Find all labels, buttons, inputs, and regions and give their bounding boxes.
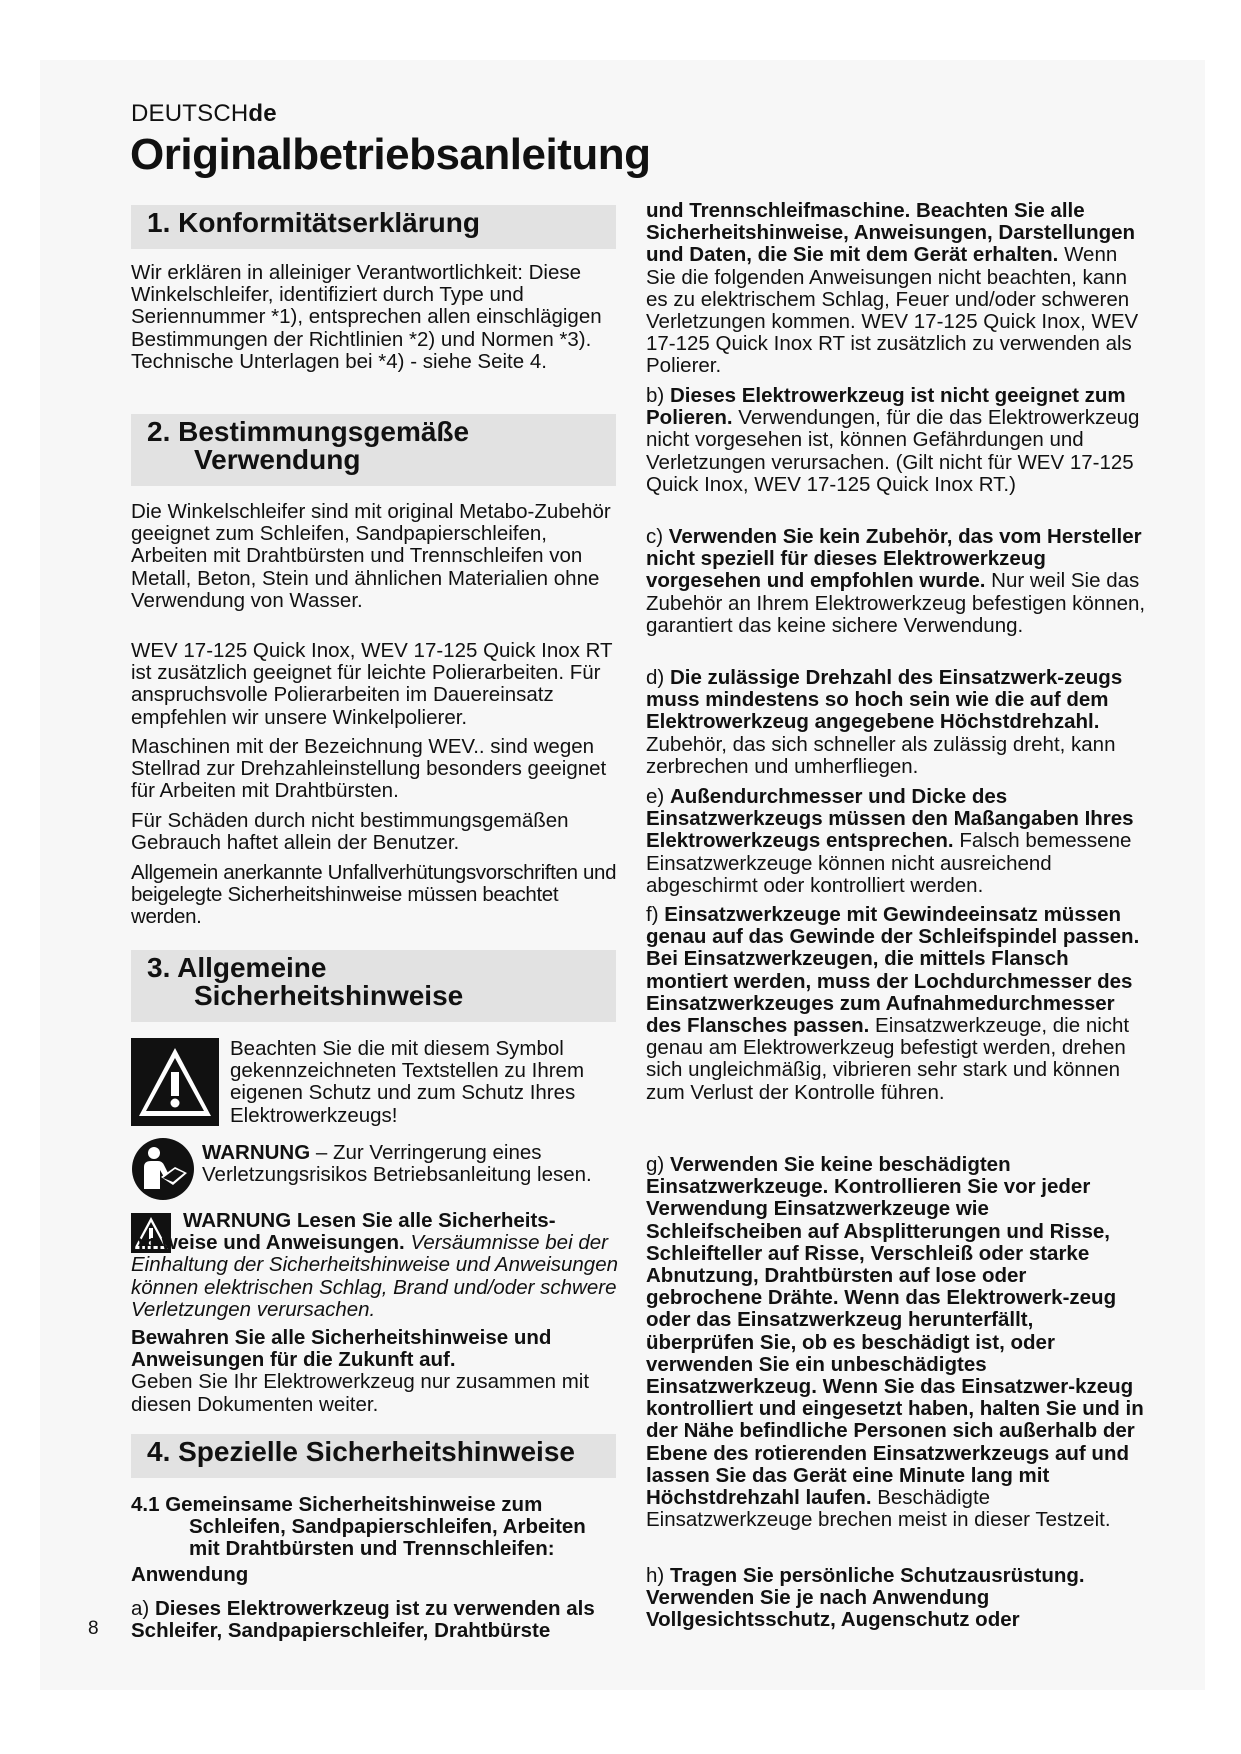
section-heading-1: 1. Konformitätserklärung [131,205,616,249]
section-heading-4: 4. Spezielle Sicherheitshinweise [131,1434,616,1478]
item-g: g) Verwenden Sie keine beschädigten Einsatzwerkzeuge. Kontrollieren Sie vor jeder Verwendung Einsatzwerkzeuge wie Schleifscheiben auf Absplitterungen und Risse, Schleifteller auf Risse, Verschleiß oder starke Abnutzung, Drahtbürsten auf lose oder gebrochene Drähte. Wenn das Elektrowerk-zeug oder das Einsatzwerkzeug herunterfällt, überprüfen Sie, ob es beschädigt ist, oder verwenden Sie ein unbeschädigtes Einsatzwerkzeug. Wenn Sie das Einsatzwer-kzeug kontrolliert und eingesetzt haben, halten Sie und in der Nähe befindliche Personen sich außerhalb der Ebene des rotierenden Einsatzwerkzeugs auf und lassen Sie das Gerät eine Minute lang mit Höchstdrehzahl laufen. Beschädigte Einsatzwerkzeuge brechen meist in dieser Testzeit. [646,1153,1144,1532]
section-heading-3: 3. Allgemeine Sicherheitshinweise [131,950,616,1022]
page-title: Originalbetriebsanleitung [130,130,651,179]
section-heading-2: 2. Bestimmungsgemäße Verwendung [131,414,616,486]
warning-read-all-text: WARNUNG Lesen Sie alle Sicherheits-hinweise und Anweisungen. Versäumnisse bei der Einhaltung der Sicherheitshinweise und Anweisungen können elektrischen Schlag, Brand und/oder schwere Verletzungen verursachen. [131,1209,619,1321]
warning-symbol-text: Beachten Sie die mit diesem Symbol gekennzeichneten Textstellen zu Ihrem eigenen Schutz und zum Schutz Ihres Elektrowerkzeugs! [230,1037,585,1127]
page-number: 8 [88,1618,99,1639]
item-a-continued: und Trennschleifmaschine. Beachten Sie alle Sicherheitshinweise, Anweisungen, Darstellungen und Daten, die Sie mit dem Gerät erhalten. Wenn Sie die folgenden Anweisungen nicht beachten, kann es zu elektrischem Schlag, Feuer und/oder schweren Verletzungen kommen. WEV 17-125 Quick Inox, WEV 17-125 Quick Inox RT ist zusätzlich zu verwenden als Polierer. [646,199,1139,378]
paragraph-accident-prevention: Allgemein anerkannte Unfallverhütungsvorschriften und beigelegte Sicherheitshinweise müssen beachtet werden. [131,861,617,929]
paragraph-polishing: WEV 17-125 Quick Inox, WEV 17-125 Quick Inox RT ist zusätzlich geeignet für leichte Polierarbeiten. Für anspruchsvolle Polierarbeiten im Dauereinsatz empfehlen wir unsere Winkelpolierer. [131,639,613,729]
item-b: b) Dieses Elektrowerkzeug ist nicht geeignet zum Polieren. Verwendungen, für die das Elektrowerkzeug nicht vorgesehen ist, können Gefährdungen und Verletzungen verursachen. (Gilt nicht für WEV 17-125 Quick Inox, WEV 17-125 Quick Inox RT.) [646,384,1140,496]
paragraph-conformity: Wir erklären in alleiniger Verantwortlichkeit: Diese Winkelschleifer, identifiziert durch Type und Seriennummer *1), entsprechen allen einschlägigen Bestimmungen der Richtlinien *2) und Normen *3). Technische Unterlagen bei *4) - siehe Seite 4. [131,261,602,373]
subsection-4-1: 4.1 Gemeinsame Sicherheitshinweise zum Schleifen, Sandpapierschleifen, Arbeiten mit Drahtbürsten und Trennschleifen: [131,1493,586,1561]
read-manual-icon [131,1137,195,1201]
warning-triangle-icon [131,1038,219,1126]
item-c: c) Verwenden Sie kein Zubehör, das vom Hersteller nicht speziell für dieses Elektrowerkzeug vorgesehen und empfohlen wurde. Nur weil Sie das Zubehör an Ihrem Elektrowerkzeug befestigen können, garantiert das keine sichere Verwendung. [646,525,1146,637]
item-e: e) Außendurchmesser und Dicke des Einsatzwerkzeugs müssen den Maßangaben Ihres Elektrowerkzeugs entsprechen. Falsch bemessene Einsatzwerkzeuge können nicht ausreichend abgeschirmt oder kontrolliert werden. [646,785,1134,897]
paragraph-wev: Maschinen mit der Bezeichnung WEV.. sind wegen Stellrad zur Drehzahleinstellung besonders geeignet für Arbeiten mit Drahtbürsten. [131,735,607,803]
keep-instructions-text: Bewahren Sie alle Sicherheitshinweise und Anweisungen für die Zukunft auf. Geben Sie Ihr Elektrowerkzeug nur zusammen mit diesen Dokumenten weiter. [131,1326,590,1416]
paragraph-usage: Die Winkelschleifer sind mit original Metabo-Zubehör geeignet zum Schleifen, Sandpapierschleifen, Arbeiten mit Drahtbürsten und Trennschleifen von Metall, Beton, Stein und ähnlichen Materialien ohne Verwendung von Wasser. [131,500,611,612]
label-anwendung: Anwendung [131,1563,249,1586]
item-d: d) Die zulässige Drehzahl des Einsatzwerk-zeugs muss mindestens so hoch sein wie die auf dem Elektrowerkzeug angegebene Höchstdrehzahl. Zubehör, das sich schneller als zulässig dreht, kann zerbrechen und umherfliegen. [646,666,1123,778]
item-a: a) Dieses Elektrowerkzeug ist zu verwenden als Schleifer, Sandpapierschleifer, Drahtbürste [131,1597,595,1643]
paragraph-liability: Für Schäden durch nicht bestimmungsgemäßen Gebrauch haftet allein der Benutzer. [131,809,569,855]
language-label: DEUTSCHde [131,100,277,127]
item-h: h) Tragen Sie persönliche Schutzausrüstung. Verwenden Sie je nach Anwendung Vollgesichtsschutz, Augenschutz oder [646,1564,1085,1632]
read-manual-text: WARNUNG – Zur Verringerung eines Verletzungsrisikos Betriebsanleitung lesen. [202,1141,592,1187]
item-f: f) Einsatzwerkzeuge mit Gewindeeinsatz müssen genau auf das Gewinde der Schleifspindel passen. Bei Einsatzwerkzeugen, die mittels Flansch montiert werden, muss der Lochdurchmesser des Einsatzwerkzeuges zum Aufnahmedurchmesser des Flansches passen. Einsatzwerkzeuge, die nicht genau am Elektrowerkzeug befestigt werden, drehen sich ungleichmäßig, vibrieren sehr stark und können zum Verlust der Kontrolle führen. [646,903,1140,1104]
